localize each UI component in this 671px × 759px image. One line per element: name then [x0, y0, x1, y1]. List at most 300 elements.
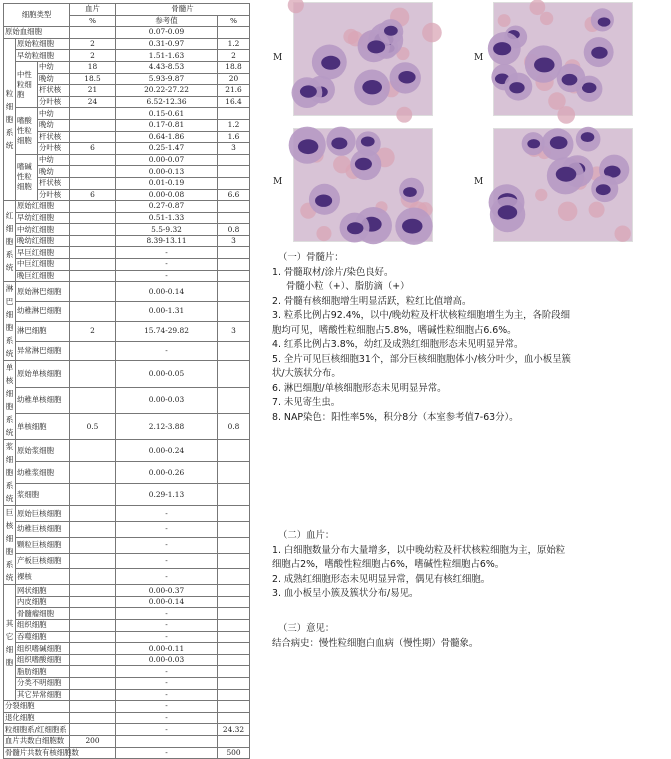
- reference-value: 0.25-1.47: [116, 143, 218, 155]
- table-row: [4, 666, 250, 678]
- blood-value: [70, 27, 116, 39]
- table-row: [4, 608, 250, 620]
- group-mono: [4, 361, 16, 440]
- marrow-value: 2: [218, 50, 250, 62]
- cell-nucleus: [556, 167, 577, 182]
- table-row: [4, 259, 250, 271]
- cell-nucleus: [300, 85, 317, 97]
- header-pct: %: [218, 15, 250, 27]
- reference-value: 0.00-1.31: [116, 302, 218, 322]
- blood-value: [70, 643, 116, 655]
- cell-count-table: [3, 3, 250, 759]
- subgroup-neutrophil: 中性粒细胞: [16, 61, 38, 107]
- table-row: [4, 689, 250, 701]
- table-row: [4, 654, 250, 666]
- table-row: [4, 282, 250, 302]
- cell-type-label: 其它异常细胞: [16, 689, 70, 701]
- marrow-value: [218, 666, 250, 678]
- finding-line: 2. 成熟红细胞形态未见明显异常，偶见有核红细胞。: [272, 573, 491, 585]
- reference-value: 0.00-0.14: [116, 282, 218, 302]
- micrograph-4: [493, 128, 633, 242]
- table-row: [4, 235, 250, 247]
- blood-value: [70, 484, 116, 506]
- group-plasma: [4, 440, 16, 506]
- reference-value: 0.64-1.86: [116, 131, 218, 143]
- blood-value: 200: [70, 735, 116, 747]
- reference-value: 0.01-0.19: [116, 177, 218, 189]
- reference-value: 0.17-0.81: [116, 119, 218, 131]
- blood-value: 0.5: [70, 413, 116, 439]
- cell-type-label: 分类不明细胞: [16, 678, 70, 690]
- blood-value: [70, 270, 116, 282]
- reference-value: 6.52-12.36: [116, 96, 218, 108]
- cell-nucleus: [591, 47, 607, 59]
- finding-line: 细胞占2%，嗜酸性粒细胞占6%，嗜碱性粒细胞占6%。: [272, 559, 505, 570]
- marrow-value: 6.6: [218, 189, 250, 201]
- blood-value: [70, 678, 116, 690]
- reference-value: 0.00-0.08: [116, 189, 218, 201]
- cell-type-label: 颗粒巨核细胞: [16, 537, 70, 553]
- cell-type-label: 幼稚淋巴细胞: [16, 302, 70, 322]
- cell-type-label: 脂肪细胞: [16, 666, 70, 678]
- red-blood-cell: [614, 225, 630, 241]
- finding-line: 1. 白细胞数量分布大量增多，以中晚幼粒及杆状核粒细胞为主，原始粒: [272, 544, 566, 556]
- reference-value: 0.00-0.26: [116, 462, 218, 484]
- stage-label: 分叶核: [38, 96, 70, 108]
- table-row: [4, 724, 250, 736]
- reference-value: -: [116, 522, 218, 538]
- table-row: [4, 537, 250, 553]
- blood-value: [70, 235, 116, 247]
- blood-value: 2: [70, 38, 116, 50]
- cell-nucleus: [331, 138, 347, 150]
- reference-value: 0.00-0.37: [116, 585, 218, 597]
- marrow-value: [218, 212, 250, 224]
- cell-type-label: 组织嗜酸细胞: [16, 654, 70, 666]
- finding-line: 结合病史：慢性粒细胞白血病（慢性期）骨髓象。: [272, 637, 479, 649]
- marrow-value: [218, 712, 250, 724]
- marrow-value: [218, 569, 250, 585]
- group-lymph: [4, 282, 16, 361]
- finding-line: 骨髓小粒（+）、脂肪滴（+）: [286, 281, 410, 292]
- cell-type-label: 中幼红细胞: [16, 224, 70, 236]
- cell-type-label: 组织细胞: [16, 620, 70, 632]
- table-row: [4, 96, 250, 108]
- cell-type-label: 产板巨核细胞: [16, 553, 70, 569]
- marrow-value: [218, 701, 250, 713]
- micrograph-2: [493, 2, 633, 116]
- cell-nucleus: [321, 56, 340, 70]
- marrow-value: 3: [218, 235, 250, 247]
- image-label: M: [474, 177, 484, 187]
- marrow-value: [218, 643, 250, 655]
- reference-value: -: [116, 247, 218, 259]
- red-blood-cell: [535, 189, 547, 201]
- finding-line: 1. 骨髓取材/涂片/染色良好。: [272, 266, 394, 278]
- reference-value: 2.12-3.88: [116, 413, 218, 439]
- reference-value: 15.74-29.82: [116, 321, 218, 341]
- stage-label: 分叶核: [38, 189, 70, 201]
- marrow-value: [218, 553, 250, 569]
- red-blood-cell: [589, 202, 605, 218]
- reference-value: 0.00-0.24: [116, 440, 218, 462]
- blood-value: 6: [70, 189, 116, 201]
- marrow-value: 500: [218, 747, 250, 759]
- section-title: （二）血片：: [278, 530, 335, 541]
- cell-type-label: 单核细胞: [16, 413, 70, 439]
- header-ref: 参考值: [116, 15, 218, 27]
- reference-value: 20.22-27.22: [116, 85, 218, 97]
- reference-value: -: [116, 678, 218, 690]
- blood-value: [70, 522, 116, 538]
- header-pct: %: [70, 15, 116, 27]
- table-row: [4, 270, 250, 282]
- red-blood-cell: [498, 14, 511, 27]
- table-row: [4, 413, 250, 439]
- group-label: 红细胞系统: [5, 210, 14, 272]
- blood-value: [70, 177, 116, 189]
- blood-value: [70, 569, 116, 585]
- table-row: [4, 321, 250, 341]
- reference-value: [116, 735, 218, 747]
- blood-value: 6: [70, 143, 116, 155]
- marrow-findings: [272, 251, 571, 425]
- reference-value: -: [116, 724, 218, 736]
- group-label: 巨核细胞系统: [5, 508, 14, 583]
- reference-value: -: [116, 569, 218, 585]
- cell-type-label: 原始巨核细胞: [16, 506, 70, 522]
- cell-nucleus: [562, 74, 578, 85]
- marrow-value: 1.2: [218, 38, 250, 50]
- blood-value: [70, 282, 116, 302]
- summary-label: 分裂细胞: [4, 701, 70, 713]
- stage-label: 中幼: [38, 154, 70, 166]
- cell-type-label: 中巨红细胞: [16, 259, 70, 271]
- finding-line: 状/大簇状分布。: [272, 368, 341, 379]
- table-row: [4, 747, 250, 759]
- stage-label: 晚幼: [38, 166, 70, 178]
- cell-type-label: 幼稚单核细胞: [16, 387, 70, 413]
- cell-type-label: 原始浆细胞: [16, 440, 70, 462]
- table-row: [4, 119, 250, 131]
- blood-value: [70, 506, 116, 522]
- marrow-value: [218, 654, 250, 666]
- table-row: [4, 38, 250, 50]
- stage-label: 中幼: [38, 108, 70, 120]
- cell-type-label: 原始淋巴细胞: [16, 282, 70, 302]
- group-label: 浆细胞系统: [5, 442, 14, 504]
- cell-type-label: 组织嗜碱细胞: [16, 643, 70, 655]
- cell-nucleus: [367, 40, 385, 53]
- cell-type-label: 骨髓瘤细胞: [16, 608, 70, 620]
- marrow-value: [218, 689, 250, 701]
- cell-nucleus: [355, 158, 372, 170]
- blood-value: [70, 212, 116, 224]
- marrow-value: [218, 537, 250, 553]
- reference-value: 5.93-9.87: [116, 73, 218, 85]
- red-blood-cell: [333, 156, 351, 174]
- header-blood-film: 血片: [70, 4, 116, 16]
- table-row: [4, 341, 250, 361]
- cell-type-label: 淋巴细胞: [16, 321, 70, 341]
- blood-value: [70, 361, 116, 387]
- blood-value: 24: [70, 96, 116, 108]
- table-row: [4, 27, 250, 39]
- summary-label: 骨髓片共数有核细胞数: [5, 747, 79, 757]
- table-row: [4, 247, 250, 259]
- reference-value: 0.29-1.13: [116, 484, 218, 506]
- marrow-value: 24.32: [218, 724, 250, 736]
- image-label: M: [273, 53, 283, 63]
- blood-value: 18: [70, 61, 116, 73]
- red-blood-cell: [548, 92, 566, 110]
- finding-line: 3. 粒系比例占92.4%，以中/晚幼粒及杆状核粒细胞增生为主，各阶段细: [272, 310, 570, 321]
- red-blood-cell: [422, 23, 442, 43]
- cell-type-label: 浆细胞: [16, 484, 70, 506]
- reference-value: 0.00-0.11: [116, 643, 218, 655]
- subgroup-basophil: 嗜碱性粒细胞: [16, 154, 38, 200]
- blood-value: [70, 154, 116, 166]
- red-blood-cell: [558, 202, 577, 221]
- marrow-value: [218, 166, 250, 178]
- finding-line: 2. 骨髓有核细胞增生明显活跃，粒红比值增高。: [272, 295, 472, 307]
- marrow-value: [218, 302, 250, 322]
- marrow-value: [218, 361, 250, 387]
- summary-label: 退化细胞: [4, 712, 70, 724]
- table-row: [4, 201, 250, 213]
- marrow-value: [218, 259, 250, 271]
- group-label: 粒细胞系统: [5, 88, 14, 150]
- blood-value: 2: [70, 321, 116, 341]
- table-row: [4, 131, 250, 143]
- cell-nucleus: [582, 82, 596, 93]
- cell-nucleus: [534, 57, 555, 72]
- table-row: [4, 631, 250, 643]
- table-row: [4, 569, 250, 585]
- cell-type-label: 早幼粒细胞: [16, 50, 70, 62]
- table-row: [4, 189, 250, 201]
- reference-value: 0.15-0.61: [116, 108, 218, 120]
- image-label: M: [474, 53, 484, 63]
- reference-value: 5.5-9.32: [116, 224, 218, 236]
- reference-value: -: [116, 689, 218, 701]
- reference-value: 0.27-0.87: [116, 201, 218, 213]
- blood-value: [70, 724, 116, 736]
- blood-value: [70, 608, 116, 620]
- marrow-value: [218, 462, 250, 484]
- reference-value: 0.00-0.07: [116, 154, 218, 166]
- cell-nucleus: [362, 80, 382, 94]
- blood-value: [70, 712, 116, 724]
- cell-type-label: 内皮细胞: [16, 596, 70, 608]
- stage-label: 杆状核: [38, 131, 70, 143]
- blood-value: [70, 247, 116, 259]
- blood-value: 21: [70, 85, 116, 97]
- blood-value: [70, 689, 116, 701]
- blood-value: [70, 666, 116, 678]
- cell-type-label: 吞噬细胞: [16, 631, 70, 643]
- group-label: 单核细胞系统: [5, 363, 14, 438]
- reference-value: -: [116, 537, 218, 553]
- marrow-value: [218, 620, 250, 632]
- cell-nucleus: [550, 136, 568, 149]
- table-row: [4, 143, 250, 155]
- blood-value: [70, 108, 116, 120]
- reference-value: -: [116, 712, 218, 724]
- marrow-value: 20: [218, 73, 250, 85]
- group-erythroid: [4, 201, 16, 282]
- reference-value: -: [116, 666, 218, 678]
- cell-type-label: 原始单核细胞: [16, 361, 70, 387]
- cell-nucleus: [315, 194, 332, 206]
- cell-nucleus: [398, 71, 415, 84]
- cell-nucleus: [509, 82, 524, 93]
- cell-type-label: 原始粒细胞: [16, 38, 70, 50]
- reference-value: -: [116, 341, 218, 361]
- marrow-value: [218, 247, 250, 259]
- table-row: [4, 440, 250, 462]
- table-row: [4, 553, 250, 569]
- marrow-value: 1.6: [218, 131, 250, 143]
- opinion: [272, 622, 478, 651]
- table-row: [4, 506, 250, 522]
- marrow-value: 3: [218, 143, 250, 155]
- cell-nucleus: [347, 222, 363, 234]
- marrow-value: [218, 678, 250, 690]
- marrow-value: 18.8: [218, 61, 250, 73]
- table-row: [4, 154, 250, 166]
- finding-line: 7. 未见寄生虫。: [272, 397, 341, 408]
- marrow-value: 16.4: [218, 96, 250, 108]
- reference-value: -: [116, 553, 218, 569]
- section-title: （三）意见：: [278, 623, 335, 634]
- cell-nucleus: [493, 42, 511, 55]
- image-label: M: [273, 177, 283, 187]
- reference-value: 1.51-1.63: [116, 50, 218, 62]
- reference-value: -: [116, 701, 218, 713]
- cell-nucleus: [527, 139, 540, 148]
- group-label: 其它细胞: [5, 618, 14, 667]
- marrow-value: 1.2: [218, 119, 250, 131]
- finding-line: 8. NAP染色：阳性率5%，积分8分（本室参考值7-63分）。: [272, 411, 519, 423]
- table-row: [4, 108, 250, 120]
- table-row: [4, 302, 250, 322]
- cell-nucleus: [361, 136, 375, 146]
- blood-value: [70, 131, 116, 143]
- table-row: [4, 701, 250, 713]
- reference-value: 0.00-0.05: [116, 361, 218, 387]
- reference-value: 0.31-0.97: [116, 38, 218, 50]
- table-row: [4, 462, 250, 484]
- cell-type-label: 晚巨红细胞: [16, 270, 70, 282]
- subgroup-eosinophil: 嗜酸性粒细胞: [16, 108, 38, 154]
- group-label: 淋巴细胞系统: [5, 284, 14, 359]
- cell-type-label: 异常淋巴细胞: [16, 341, 70, 361]
- header-marrow-film: 骨髓片: [116, 4, 250, 16]
- cell-nucleus: [402, 219, 423, 234]
- reference-value: -: [116, 631, 218, 643]
- table-row: [4, 61, 250, 73]
- reference-value: -: [116, 620, 218, 632]
- finding-line: 5. 全片可见巨核细胞31个，部分巨核细胞胞体小/核分叶少，血小板呈簇: [272, 353, 571, 365]
- finding-line: 4. 红系比例占3.8%，幼红及成熟红细胞形态未见明显异常。: [272, 339, 524, 350]
- marrow-value: [218, 270, 250, 282]
- blood-value: [70, 462, 116, 484]
- table-row: [4, 224, 250, 236]
- marrow-value: 21.6: [218, 85, 250, 97]
- header-cell-type: 细胞类型: [4, 4, 70, 27]
- reference-value: -: [116, 259, 218, 271]
- blood-value: [70, 553, 116, 569]
- reference-value: 4.43-8.53: [116, 61, 218, 73]
- reference-value: 8.39-13.11: [116, 235, 218, 247]
- table-row: [4, 643, 250, 655]
- reference-value: -: [116, 608, 218, 620]
- marrow-value: [218, 522, 250, 538]
- marrow-value: 3: [218, 321, 250, 341]
- table-row: [4, 212, 250, 224]
- marrow-value: [218, 585, 250, 597]
- cell-type-label: 原始血细胞: [4, 27, 70, 39]
- marrow-value: [218, 631, 250, 643]
- red-blood-cell: [316, 226, 331, 241]
- marrow-value: [218, 440, 250, 462]
- red-blood-cell: [540, 12, 553, 25]
- cell-type-label: 网状细胞: [16, 585, 70, 597]
- red-blood-cell: [396, 107, 412, 123]
- marrow-value: [218, 108, 250, 120]
- cell-type-label: 幼稚浆细胞: [16, 462, 70, 484]
- finding-line: 胞均可见，嗜酸性粒细胞占5.8%，嗜碱性粒细胞占6.6%。: [272, 324, 517, 336]
- stage-label: 晚幼: [38, 73, 70, 85]
- blood-value: [70, 341, 116, 361]
- cell-nucleus: [384, 26, 398, 36]
- marrow-value: [218, 735, 250, 747]
- cell-type-label: 早幼红细胞: [16, 212, 70, 224]
- reference-value: 0.51-1.33: [116, 212, 218, 224]
- blood-value: [70, 596, 116, 608]
- micrograph-1: [293, 2, 433, 116]
- marrow-value: [218, 201, 250, 213]
- reference-value: -: [116, 747, 218, 759]
- marrow-value: [218, 608, 250, 620]
- blood-value: [70, 201, 116, 213]
- cell-nucleus: [403, 187, 417, 197]
- table-row: [4, 361, 250, 387]
- marrow-value: [218, 27, 250, 39]
- cell-nucleus: [596, 184, 611, 195]
- cell-nucleus: [581, 132, 595, 142]
- stage-label: 杆状核: [38, 85, 70, 97]
- summary-label: 粒细胞系/红细胞系: [4, 724, 70, 736]
- blood-value: [70, 440, 116, 462]
- reference-value: -: [116, 506, 218, 522]
- table-row: [4, 85, 250, 97]
- blood-value: [70, 224, 116, 236]
- marrow-value: [218, 387, 250, 413]
- reference-value: 0.00-0.13: [116, 166, 218, 178]
- marrow-value: 0.8: [218, 224, 250, 236]
- marrow-value: [218, 341, 250, 361]
- blood-value: 18.5: [70, 73, 116, 85]
- cell-type-label: 裸核: [16, 569, 70, 585]
- blood-value: [70, 585, 116, 597]
- blood-value: [70, 119, 116, 131]
- group-other: [4, 585, 16, 701]
- cell-type-label: 幼稚巨核细胞: [16, 522, 70, 538]
- table-row: [4, 50, 250, 62]
- reference-value: 0.07-0.09: [116, 27, 218, 39]
